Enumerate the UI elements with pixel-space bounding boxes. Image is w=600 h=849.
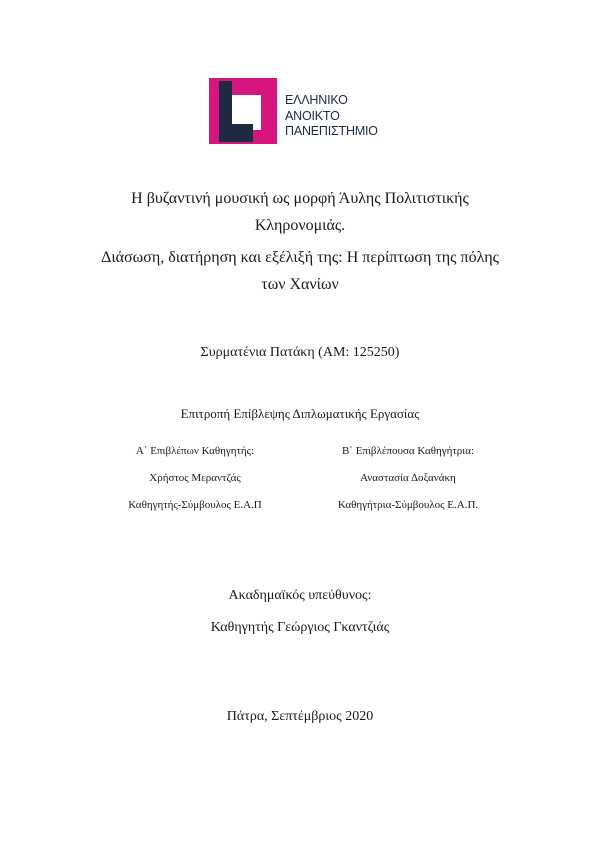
place-date: Πάτρα, Σεπτέμβριος 2020 [226,709,374,724]
first-supervisor-name: Χρήστος Μεραντζάς [149,472,241,484]
first-supervisor-role: Α΄ Επιβλέπων Καθηγητής: [135,445,255,457]
second-supervisor-position: Καθηγήτρια-Σύμβουλος Ε.Α.Π. [337,499,479,511]
first-supervisor [105,444,285,514]
logo-line-2: ΑΝΟΙΚΤΟ [285,108,340,123]
logo-wordmark [285,93,378,140]
academic-name: Καθηγητής Γεώργιος Γκαντζιάς [210,620,390,635]
subtitle-line-1: Διάσωση, διατήρηση και εξέλιξή της: Η περίπτωση της πόλης [101,249,499,266]
second-supervisor-role: Β΄ Επιβλέπουσα Καθηγήτρια: [341,445,475,457]
title-line-2: Κληρονομιάς. [254,217,346,234]
title-line-1: Η βυζαντινή μουσική ως μορφή Άυλης Πολιτιστικής [131,190,469,207]
subtitle-line-2: των Χανίων [261,276,339,293]
committee-title: Επιτροπή Επίβλεψης Διπλωματικής Εργασίας [180,406,420,421]
logo-line-3: ΠΑΝΕΠΙΣΤΗΜΙΟ [285,124,378,138]
university-logo [209,78,399,146]
first-supervisor-position: Καθηγητής-Σύμβουλος Ε.Α.Π [128,499,262,511]
author-name: Συρματένια Πατάκη (ΑΜ: 125250) [200,345,400,360]
logo-mark-icon [209,78,279,146]
second-supervisor [318,444,498,514]
logo-line-1: ΕΛΛΗΝΙΚΟ [285,93,348,107]
academic-label: Ακαδημαϊκός υπεύθυνος: [228,588,372,603]
second-supervisor-name: Αναστασία Δοξανάκη [360,472,456,484]
